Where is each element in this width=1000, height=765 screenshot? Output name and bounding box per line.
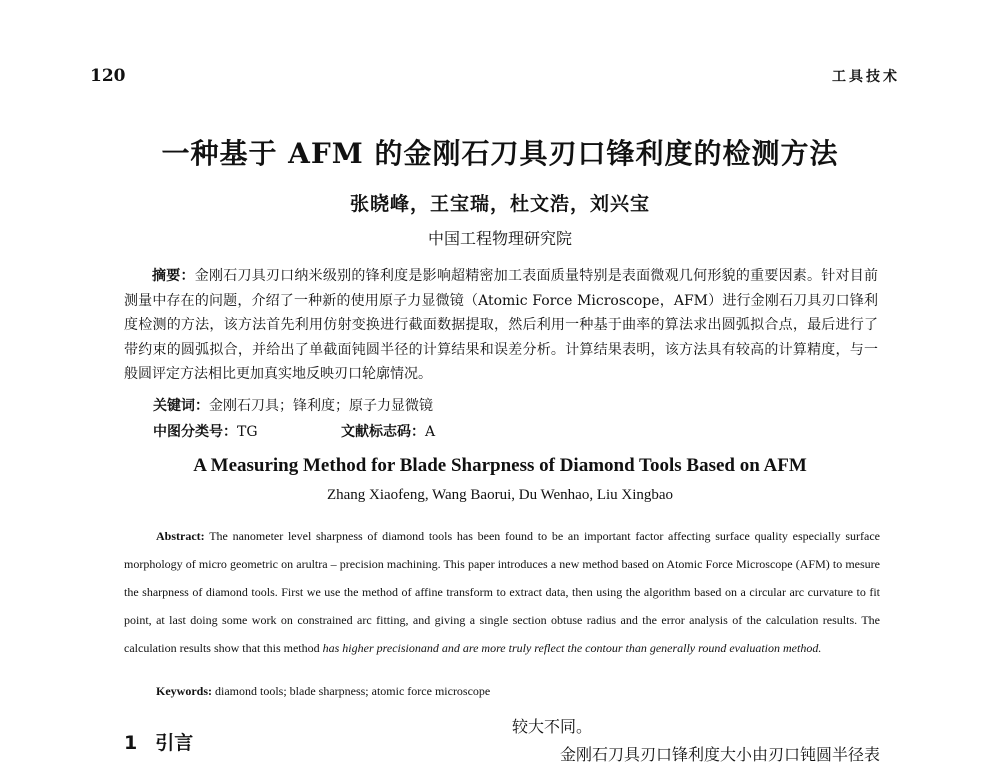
chinese-abstract-label: 摘要： bbox=[152, 268, 195, 284]
section-heading bbox=[124, 728, 193, 755]
chinese-abstract-text: 金刚石刀具刃口纳米级别的锋利度是影响超精密加工表面质量特别是表面微观几何形貌的重要因素。针对目前测量中存在的问题，介绍了一种新的使用原子力显微镜（Atomic Force Microscope，AFM）进行金刚石刀具刃口锋利度检测的方法，该方法首先利用仿射变换进行截面数据提取，然后利用一种基于曲率的算法求出圆弧拟合点，最后进行了带约束的圆弧拟合，并给出了单截面钝圆半径的计算结果和误差分析。计算结果表明，该方法具有较高的计算精度，与一般圆评定方法相比更加真实地反映刃口轮廓情况。 bbox=[124, 268, 879, 382]
document-code-value: A bbox=[425, 424, 436, 440]
chinese-abstract bbox=[124, 264, 878, 387]
chinese-keywords-text: 金刚石刀具；锋利度；原子力显微镜 bbox=[209, 398, 433, 414]
english-keywords bbox=[156, 684, 490, 699]
english-keywords-text: diamond tools; blade sharpness; atomic force microscope bbox=[215, 684, 491, 698]
journal-name: 工具技术 bbox=[832, 69, 900, 85]
section-number: 1 bbox=[124, 732, 138, 754]
chinese-affiliation: 中国工程物理研究院 bbox=[427, 229, 572, 248]
classification-label: 中图分类号： bbox=[153, 424, 237, 440]
chinese-authors: 张晓峰，王宝瑞，杜文浩，刘兴宝 bbox=[349, 193, 650, 215]
section-title: 引言 bbox=[155, 732, 194, 754]
chinese-title: 一种基于 AFM 的金刚石刀具刃口锋利度的检测方法 bbox=[161, 137, 839, 170]
english-abstract-label: Abstract: bbox=[156, 529, 205, 543]
chinese-classification bbox=[153, 421, 258, 441]
body-text-line: 较大不同。 bbox=[512, 717, 593, 736]
english-abstract-text: The nanometer level sharpness of diamond tools has been found to be an important factor affecting surface quality especially surface morphology of micro geometric on arultra – precision machining. This paper introduces a new method based on Atomic Force Microscope (AFM) to mesure the sharpness of diamond tools. First we use the method of affine transform to extract data, then using the algorithm based on a circular arc curvature to fit point, at last doing some work on constrained arc fitting, and giving a single section obtuse radius and the error analysis of the calculation results. The calculation results show that this method bbox=[124, 529, 880, 655]
document-code-label: 文献标志码： bbox=[341, 424, 425, 440]
english-keywords-label: Keywords: bbox=[156, 684, 212, 698]
page-number: 120 bbox=[90, 66, 126, 86]
document-code bbox=[341, 421, 435, 441]
english-title: A Measuring Method for Blade Sharpness of Diamond Tools Based on AFM bbox=[193, 455, 807, 476]
classification-value: TG bbox=[237, 424, 258, 440]
english-abstract-tail: has higher precisionand and are more truly reflect the contour than generally round evaluation method. bbox=[322, 641, 822, 655]
english-abstract bbox=[124, 522, 880, 662]
chinese-keywords-label: 关键词： bbox=[153, 398, 209, 414]
chinese-keywords bbox=[153, 395, 433, 415]
body-text-line: 金刚石刀具刃口锋利度大小由刃口钝圆半径表 bbox=[560, 745, 881, 764]
english-authors: Zhang Xiaofeng, Wang Baorui, Du Wenhao, Liu Xingbao bbox=[326, 487, 674, 503]
